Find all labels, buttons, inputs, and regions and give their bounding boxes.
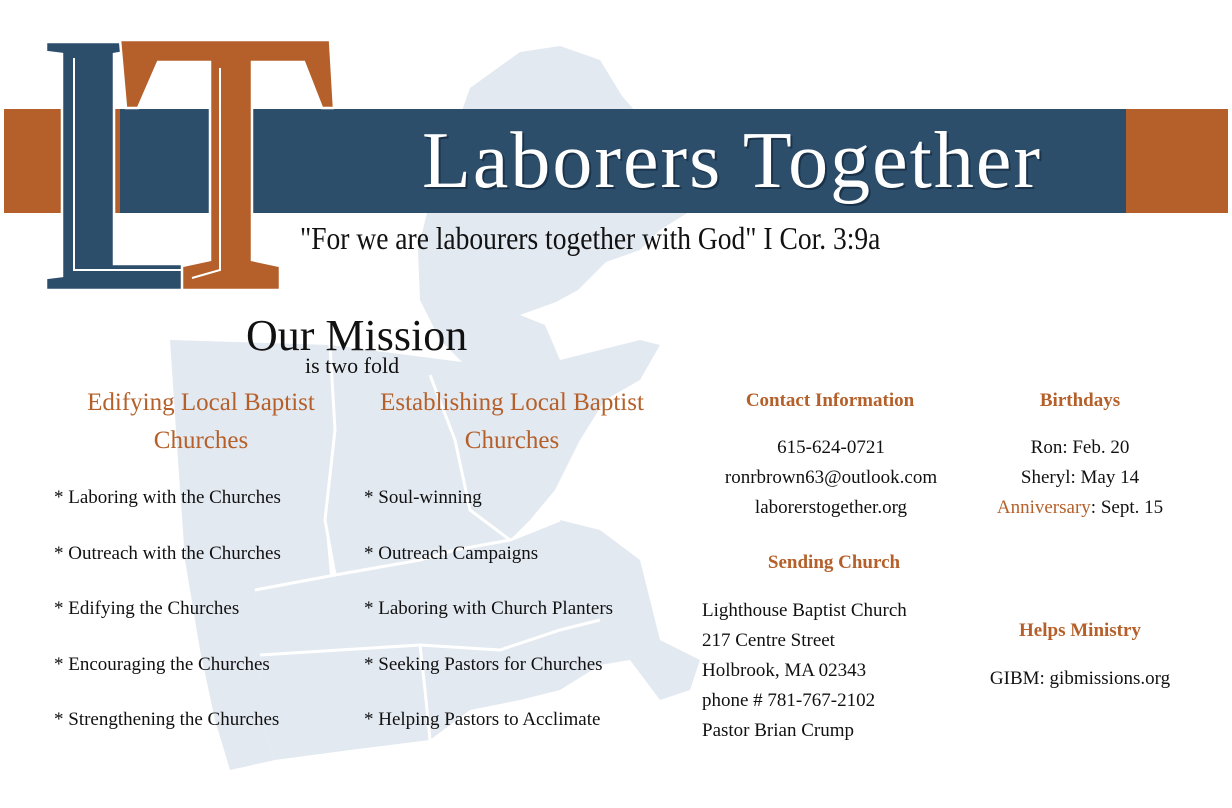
contact-block <box>700 433 962 523</box>
contact-phone: 615-624-0721 <box>777 437 885 458</box>
list-item: * Seeking Pastors for Churches <box>364 654 603 675</box>
banner-right-orange <box>1126 109 1228 213</box>
scripture-verse: "For we are labourers together with God" I Cor. 3:9a <box>300 220 881 256</box>
sending-church-block <box>702 596 907 746</box>
mission-title: Our Mission <box>246 311 468 360</box>
sending-church-heading: Sending Church <box>767 552 901 573</box>
list-item: * Outreach with the Churches <box>54 543 281 564</box>
birthday-sheryl: Sheryl: May 14 <box>1020 467 1140 488</box>
contact-email: ronrbrown63@outlook.com <box>724 467 938 488</box>
list-item: * Strengthening the Churches <box>54 709 280 730</box>
list-item: * Laboring with Church Planters <box>364 598 614 619</box>
list-item: * Soul-winning <box>364 487 482 508</box>
sending-church-city: Holbrook, MA 02343 <box>702 660 867 681</box>
birthdays-heading: Birthdays <box>1039 390 1121 411</box>
list-item: * Outreach Campaigns <box>364 543 539 564</box>
lt-logo <box>42 38 334 294</box>
column-heading-line: Establishing Local Baptist <box>380 389 644 416</box>
list-item: * Encouraging the Churches <box>54 654 270 675</box>
birthday-ron: Ron: Feb. 20 <box>1030 437 1130 458</box>
helps-ministry-text: GIBM: gibmissions.org <box>989 668 1171 689</box>
contact-heading: Contact Information <box>745 390 915 411</box>
anniversary-date: : Sept. 15 <box>1090 497 1164 518</box>
contact-website: laborerstogether.org <box>754 497 908 518</box>
sending-church-phone: phone # 781-767-2102 <box>702 690 876 711</box>
anniversary-label: Anniversary <box>996 497 1091 518</box>
list-item: * Helping Pastors to Acclimate <box>364 709 601 730</box>
list-item: * Laboring with the Churches <box>54 487 281 508</box>
list-item: * Edifying the Churches <box>54 598 240 619</box>
sending-church-name: Lighthouse Baptist Church <box>702 600 907 621</box>
column-heading-establishing <box>362 384 662 460</box>
sending-church-street: 217 Centre Street <box>702 630 835 651</box>
column-heading-edifying <box>70 384 332 460</box>
column-heading-line: Churches <box>153 427 249 454</box>
column-heading-line: Churches <box>464 427 560 454</box>
sending-church-pastor: Pastor Brian Crump <box>702 720 854 741</box>
birthdays-block <box>970 433 1190 523</box>
banner-title: Laborers Together <box>421 116 1042 205</box>
anniversary-line <box>970 493 1190 523</box>
helps-ministry-heading: Helps Ministry <box>1019 620 1141 641</box>
mission-subtitle: is two fold <box>305 353 400 378</box>
column-heading-line: Edifying Local Baptist <box>87 389 315 416</box>
